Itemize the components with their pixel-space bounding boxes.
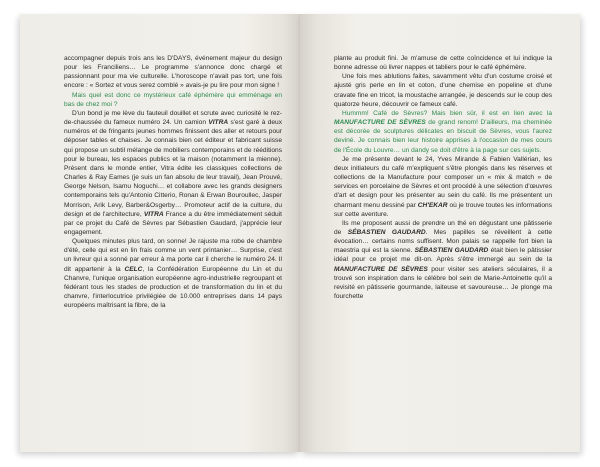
brand-name: CELC <box>124 265 143 273</box>
paragraph-text: plante au produit fini. Je m'amuse de cette coïncidence et lui indique la bonne adresse où livrer nappes et tabliers pour le café éphémère. <box>334 55 552 72</box>
brand-name: SÉBASTIEN GAUDARD <box>347 228 426 236</box>
paragraph-text: s'est garé à deux numéros et de fringants jeunes hommes finissent des aller et retours pour déposer tables et chaises. Je connais bien cet éditeur et fabricant suisse qui propose un subtil mélange de mobiliers contemporains et de rééditions pour le bureau, les espaces publics et la maison (notamment la mienne). Présent dans le monde entier, Vitra édite les classiques collections de Charles & Ray Eames (je suis un fan absolu de leur travail), Jean Prouvé, George Nelson, Isamu Noguchi… et collabore avec les grands designers contemporains tels qu'Antonio Citterio, Ronan & Erwan Bouroullec, Jasper Morrison, Arik Levy, Barber&Osgerby… Promoteur actif de la culture, du design et de l'architecture, <box>64 119 282 218</box>
paragraph-text: où je trouve toutes les informations sur cette aventure. <box>334 201 552 218</box>
paragraph-text: de grand renom! D'ailleurs, ma cheminée est décorée de sculptures délicates en biscuit de Sèvres, vous l'aurez deviné. Je connais bien leur histoire apprises à l'occasion de mes cours de l'École du Louvre… un dandy se doit d'être à la page sur ces sujets. <box>334 119 552 154</box>
paragraph-text: France a du être immédiatement séduit par ce projet du Café de Sèvres par Sébastien Gaudard, j'apprécie leur engagement. <box>64 210 282 236</box>
paragraph-text: était bien le pâtissier idéal pour ce projet me dit-on. Après s'être immergé au sein de la <box>334 247 552 264</box>
paragraph <box>64 109 282 237</box>
paragraph <box>334 54 552 72</box>
paragraph-text: D'un bond je me lève du fauteuil douillet et scrute avec curiosité le rez-de-chaussée du fameux numéro 24. Un camion <box>64 109 282 127</box>
brand-name: MANUFACTURE DE SÈVRES <box>334 119 426 127</box>
brand-name: VITRA <box>208 119 229 127</box>
paragraph-text: Une fois mes ablutions faites, savamment vêtu d'un costume croisé et ajusté gris perle en lin et coton, d'une chemise en popeline et d'une cravate fine en tricot, la moustache arrangée, je descends sur le coup des quatorze heure, découvrir ce fameux café. <box>334 73 552 108</box>
paragraph <box>334 72 552 109</box>
brand-name: CH'EKAR <box>417 201 448 209</box>
brand-name: SÉBASTIEN GAUDARD <box>414 247 489 255</box>
left-page <box>20 14 300 452</box>
left-page-text <box>64 54 282 310</box>
paragraph <box>334 219 552 301</box>
paragraph-text: , la Confédération Européenne du Lin et du Chanvre, l'unique organisation européenne agro-industrielle regroupant et fédérant tous les stades de production et de transformation du lin et du chanvre, l'interlocutrice privilégiée de 10.000 entreprises dans 14 pays européens maîtrisant la fibre, de la <box>64 265 282 310</box>
highlighted-paragraph <box>334 109 552 155</box>
paragraph <box>334 155 552 219</box>
brand-name: MANUFACTURE DE SÈVRES <box>334 265 428 273</box>
right-page <box>300 14 580 452</box>
paragraph <box>64 54 282 91</box>
highlighted-paragraph <box>64 91 282 109</box>
paragraph-text: Je me présente devant le 24, Yves Mirande & Fabien Vallérian, les deux initiateurs du café m'expliquent s'être plongés dans les réserves et collections de la Manufacture pour composer un « mix & match » de services en porcelaine de Sèvres et ont procédé à une sélection d'œuvres d'art et design pour les présenter au sein du café. Ils me présentent un charmant menu dessiné par <box>334 155 552 209</box>
paragraph-text: Ils me proposent aussi de prendre un thé en dégustant une pâtisserie de <box>334 219 552 236</box>
paragraph <box>64 237 282 310</box>
paragraph-text: pour visiter ses ateliers séculaires, il a trouvé son inspiration dans le célèbre bol sein de Marie-Antoinette qu'il a revisité en pâtisserie gourmande, laiteuse et savoureuse… Je plonge ma fourchette <box>334 265 552 301</box>
right-page-text <box>334 54 552 301</box>
open-booklet <box>20 14 580 452</box>
paragraph-text: Quelques minutes plus tard, on sonne! Je rajuste ma robe de chambre d'été, celle qui est en lin frais comme un vent printanier… Surprise, c'est un livreur qui a sonné par erreur à ma porte car il cherche le numéro 24. Il dit appartenir à la <box>64 238 282 273</box>
paragraph-text: Mais quel est donc ce mystérieux café éphémère qui emménage en bas de chez moi ? <box>64 91 282 108</box>
brand-name: VITRA <box>143 210 164 218</box>
paragraph-text: . Mes papilles se réveillent à cette évocation… certains noms suffisent. Mon palais se rappelle fort bien la maestria qui est la sienne. <box>334 228 552 255</box>
paragraph-text: accompagner depuis trois ans les D'DAYS, événement majeur du design pour les Franciliens… Le programme s'annonce donc chargé et passionnant pour ma vie culturelle. L'horoscope n'avait pas tort, une fois encore : « Sortez et vous serez comblé » avais-je pu lire pour mon signe ! <box>64 55 282 90</box>
paragraph-text: Hummm! Café de Sèvres? Mais bien sûr, il est en lien avec la <box>342 109 552 117</box>
